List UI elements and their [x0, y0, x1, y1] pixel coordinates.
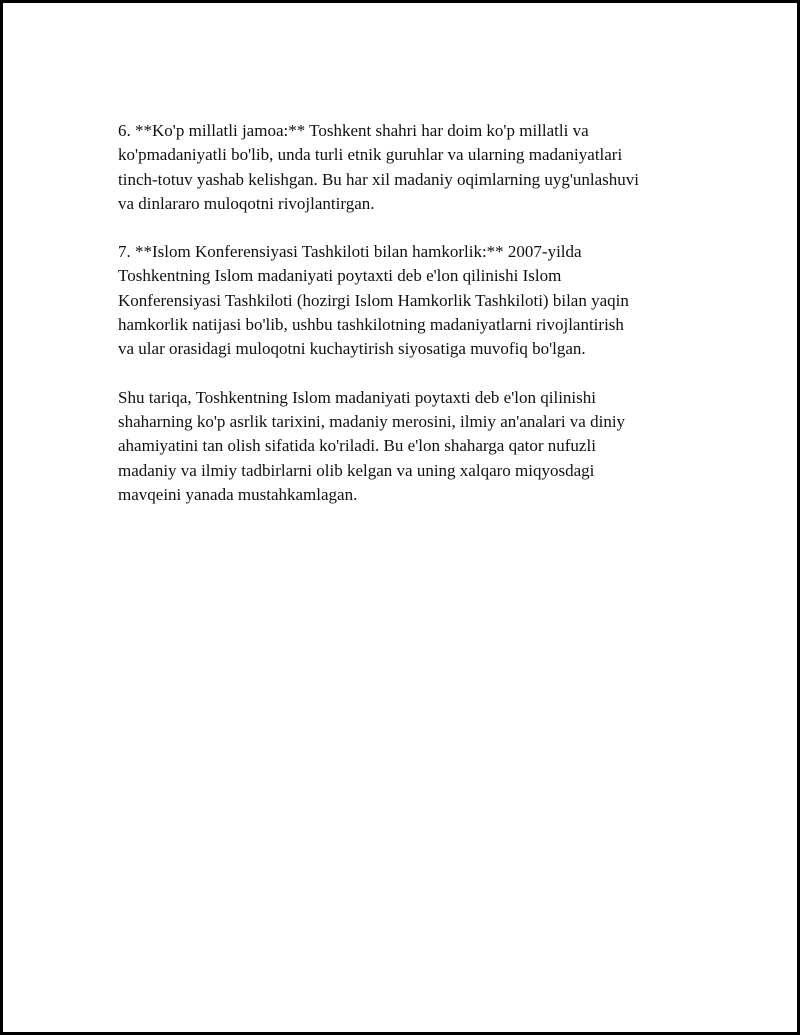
text-line: shaharning ko'p asrlik tarixini, madaniy merosini, ilmiy an'analari va diniy	[118, 411, 626, 431]
text-line: ahamiyatini tan olish sifatida ko'riladi. Bu e'lon shaharga qator nufuzli	[118, 436, 596, 456]
text-line: hamkorlik natijasi bo'lib, ushbu tashkilotning madaniyatlarni rivojlantirish	[118, 315, 624, 335]
text-line: mavqeini yanada mustahkamlagan.	[118, 484, 358, 504]
paragraph-islamic-conference-cooperation	[118, 240, 718, 361]
document-body	[118, 119, 718, 531]
text-line: tinch-totuv yashab kelishgan. Bu har xil madaniy oqimlarning uyg'unlashuvi	[118, 169, 640, 189]
text-line: 7. **Islom Konferensiyasi Tashkiloti bilan hamkorlik:** 2007-yilda	[118, 242, 582, 262]
text-line: va ular orasidagi muloqotni kuchaytirish siyosatiga muvofiq bo'lgan.	[118, 339, 586, 359]
text-line: ko'pmadaniyatli bo'lib, unda turli etnik guruhlar va ularning madaniyatlari	[118, 145, 623, 165]
text-line: madaniy va ilmiy tadbirlarni olib kelgan va uning xalqaro miqyosdagi	[118, 460, 595, 480]
paragraph-conclusion	[118, 386, 718, 507]
text-line: Shu tariqa, Toshkentning Islom madaniyati poytaxti deb e'lon qilinishi	[118, 387, 596, 407]
text-line: Toshkentning Islom madaniyati poytaxti deb e'lon qilinishi Islom	[118, 266, 562, 286]
paragraph-multinational-community	[118, 119, 718, 216]
text-line: va dinlararo muloqotni rivojlantirgan.	[118, 193, 375, 213]
text-line: 6. **Ko'p millatli jamoa:** Toshkent shahri har doim ko'p millatli va	[118, 121, 589, 140]
text-line: Konferensiyasi Tashkiloti (hozirgi Islom Hamkorlik Tashkiloti) bilan yaqin	[118, 290, 629, 310]
